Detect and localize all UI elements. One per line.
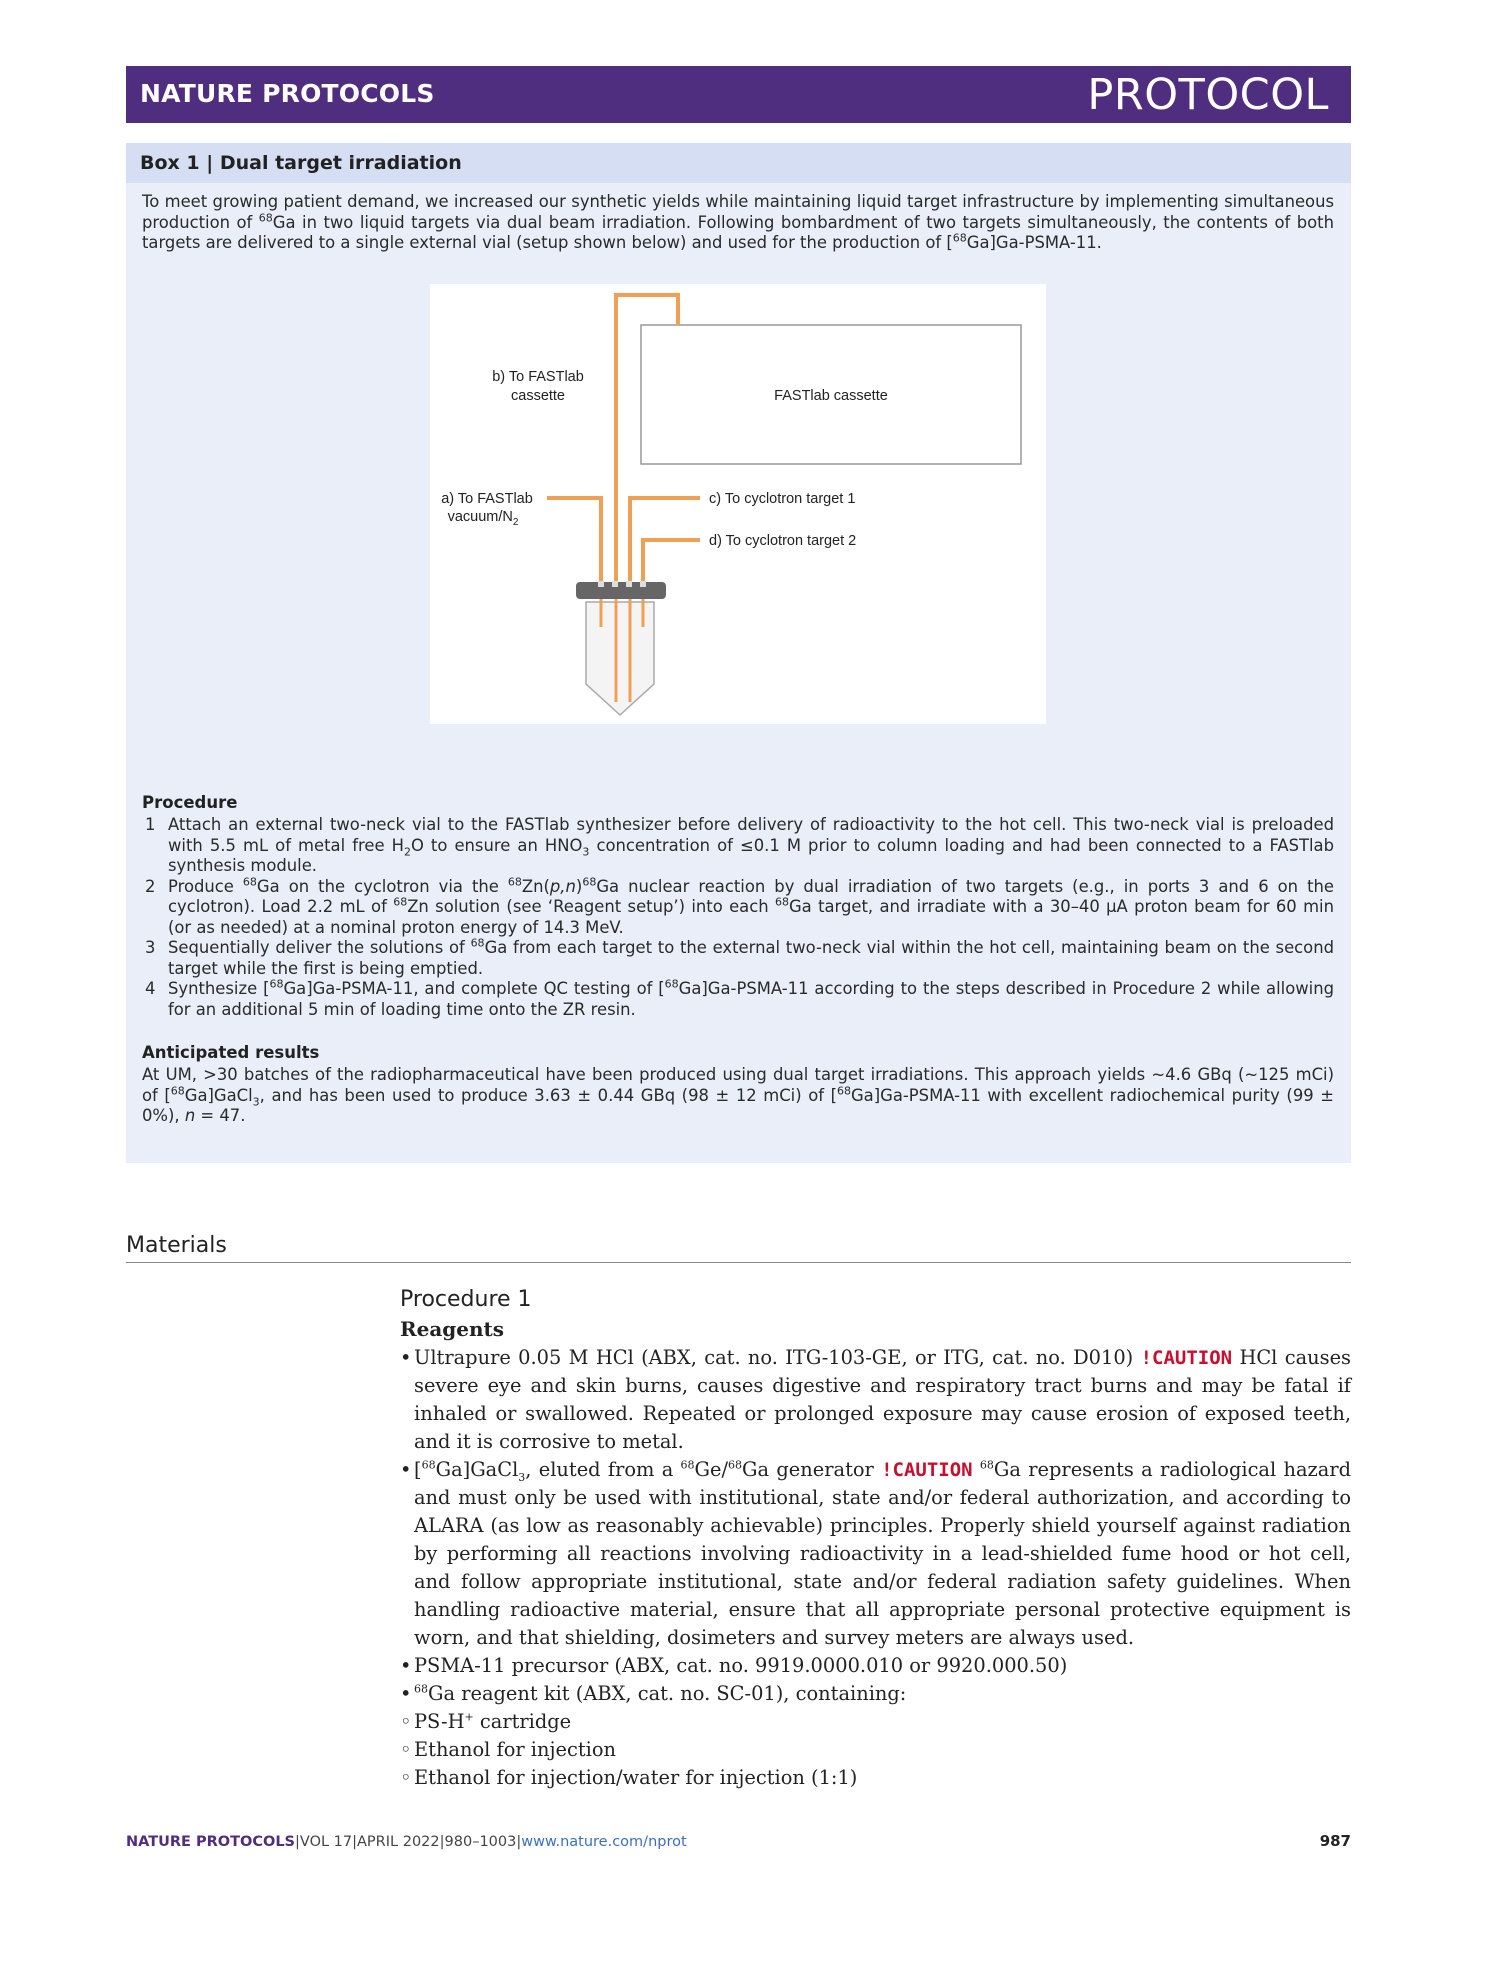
caution-label: !CAUTION (881, 1459, 973, 1481)
label-d: d) To cyclotron target 2 (709, 533, 857, 549)
procedure-steps (142, 815, 1334, 1020)
label-c: c) To cyclotron target 1 (709, 491, 856, 507)
materials-heading: Materials (126, 1233, 227, 1258)
procedure-1-title: Procedure 1 (400, 1287, 532, 1312)
journal-name: NATURE PROTOCOLS (140, 79, 435, 108)
box-1 (126, 143, 1351, 1163)
footer-volume: VOL 17 (299, 1834, 353, 1850)
reagents-heading: Reagents (400, 1317, 505, 1341)
section-divider (126, 1262, 1351, 1263)
list-item: • PSMA-11 precursor (ABX, cat. no. 9919.0000.010 or 9920.000.50) (400, 1654, 1068, 1677)
label-b-line1: b) To FASTlab (492, 369, 584, 385)
list-item: • $^{68}$Ga reagent kit (ABX, cat. no. SC-01), containing: (400, 1682, 907, 1705)
box-separator: | (206, 152, 214, 174)
page-footer: NATURE PROTOCOLS|VOL 17|APRIL 2022|980–1003|www.nature.com/nprot (126, 1834, 687, 1850)
label-a-line1: a) To FASTlab (441, 491, 533, 507)
reagent-list (400, 1344, 1351, 1792)
sub-list-item: ◦ PS-H+ cartridge (400, 1710, 572, 1733)
results-heading: Anticipated results (142, 1043, 320, 1062)
page-number: 987 (1319, 1832, 1351, 1850)
procedure-step: 4 Synthesize [$^{68}$Ga]Ga-PSMA-11, and complete QC testing of [$^{68}$Ga]Ga-PSMA-11 according to the steps described in Procedure 2 while allowing for an additional 5 min of loading time onto the ZR resin. (145, 977, 1334, 1019)
procedure-step: 2 Produce $^{68}$Ga on the cyclotron via the $^{68}Zn(p,n)^{68}Ga$ nuclear reaction by dual irradiation of two targets (e.g., in ports 3 and 6 on the cyclotron). Load 2.2 mL of $^{68}$Zn solution (see ‘Reagent setup’) into each $^{68}$Ga target, and irradiate with a 30–40 μA proton beam for 60 min (or as needed) at a nominal proton energy of 14.3 MeV. (145, 875, 1334, 937)
procedure-step: 3 Sequentially deliver the solutions of $^{68}$Ga from each target to the external two-neck vial within the hot cell, maintaining beam on the second target while the first is being emptied. (145, 936, 1334, 978)
box-intro: To meet growing patient demand, we increased our synthetic yields while maintaining liquid target infrastructure by implementing simultaneous production of $^{68}$Ga in two liquid targets via dual beam irradiation. Following bombardment of two targets simultaneously, the contents of both targets are delivered to a single external vial (setup shown below) and used for the production of [$^{68}$Ga]Ga-PSMA-11. (142, 192, 1334, 252)
label-b-line2: cassette (511, 388, 565, 404)
box-title-bar (126, 143, 1351, 183)
footer-journal: NATURE PROTOCOLS (126, 1834, 296, 1850)
journal-header-bar (126, 66, 1351, 123)
anticipated-results-text: At UM, >30 batches of the radiopharmaceutical have been produced using dual target irradiations. This approach yields ~4.6 GBq (~125 mCi) of [$^{68}$Ga]GaCl$_3$, and has been used to produce 3.63 ± 0.44 GBq (98 ± 12 mCi) of [$^{68}$Ga]Ga-PSMA-11 with excellent radiochemical purity (99 ± 0%), n = 47. (142, 1065, 1334, 1125)
footer-date: APRIL 2022 (357, 1834, 440, 1850)
box-title: Dual target irradiation (219, 152, 462, 174)
vial-cap (576, 582, 666, 599)
footer-pages: 980–1003 (444, 1834, 517, 1850)
footer-url-link[interactable]: www.nature.com/nprot (521, 1834, 687, 1850)
box-label: Box 1 (140, 152, 200, 174)
tube-a-vacuum (547, 498, 601, 582)
procedure-heading: Procedure (142, 793, 238, 812)
label-a-line2: vacuum/$N_2$ (447, 509, 519, 528)
article-type: PROTOCOL (1087, 70, 1329, 120)
sub-list-item: ◦ Ethanol for injection/water for injection (1:1) (400, 1766, 858, 1789)
caution-label: !CAUTION (1140, 1347, 1233, 1369)
list-item: • [$^{68}$Ga]GaCl$_3$, eluted from a $^{68}$Ge/$^{68}$Ga generator !CAUTION $^{68}$Ga represents a radiological hazard and must only be used with institutional, state and/or federal authorization, and according to ALARA (as low as reasonably achievable) principles. Properly shield yourself against radiation by performing all reactions involving radioactivity in a lead-shielded fume hood or hot cell, and follow appropriate institutional, state and/or federal radiation safety guidelines. When handling radioactive material, ensure that all appropriate personal protective equipment is worn, and that shielding, dosimeters and survey meters are always used. (400, 1458, 1351, 1649)
dual-target-vial-figure (430, 284, 1046, 724)
tube-d-target2 (643, 540, 700, 582)
vial-setup-diagram (430, 284, 1046, 724)
list-item: • Ultrapure 0.05 M HCl (ABX, cat. no. ITG-103-GE, or ITG, cat. no. D010) !CAUTION HCl causes severe eye and skin burns, causes digestive and respiratory tract burns and may be fatal if inhaled or swallowed. Repeated or prolonged exposure may cause erosion of exposed teeth, and it is corrosive to metal. (400, 1346, 1352, 1453)
procedure-step: 1 Attach an external two-neck vial to the FASTlab synthesizer before delivery of radioactivity to the hot cell. This two-neck vial is preloaded with 5.5 mL of metal free $H_2O$ to ensure an $HNO_3$ concentration of ≤0.1 M prior to column loading and had been connected to a FASTlab synthesis module. (145, 815, 1335, 875)
sub-list-item: ◦ Ethanol for injection (400, 1738, 617, 1761)
cassette-label: FASTlab cassette (774, 388, 888, 404)
